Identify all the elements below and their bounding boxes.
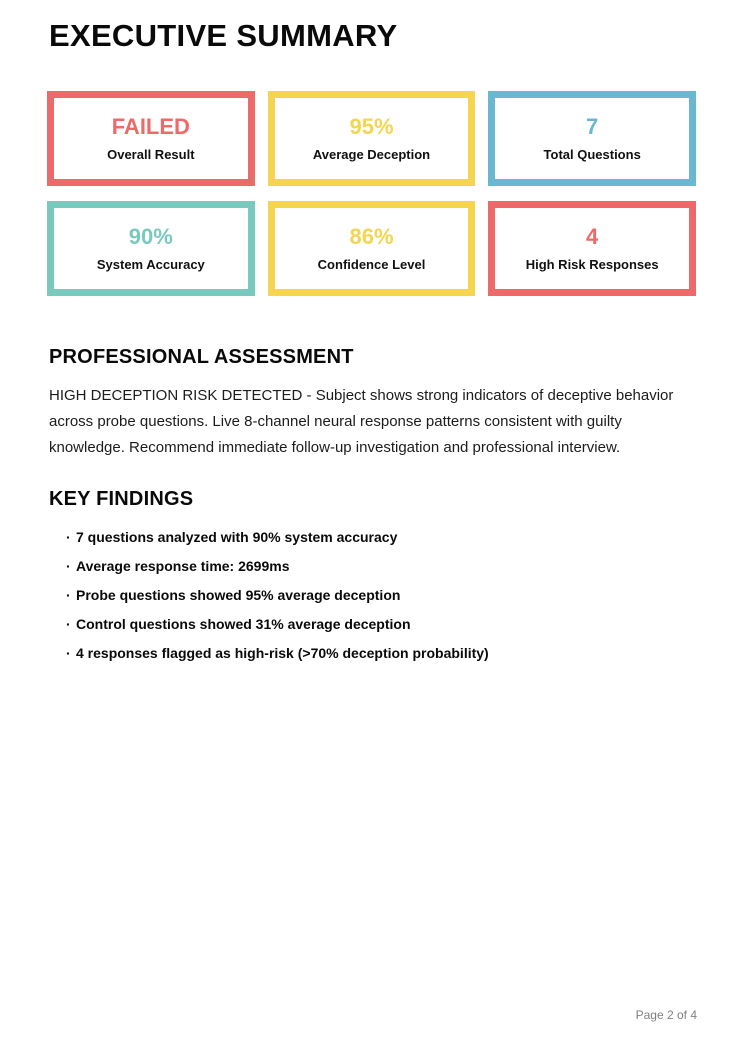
metric-card-confidence-level (268, 201, 476, 296)
professional-assessment-body: HIGH DECEPTION RISK DETECTED - Subject shows strong indicators of deceptive behavior across probe questions. Live 8-channel neural response patterns consistent with guilty knowledge. Recommend immediate follow-up investigation and professional interview. (49, 387, 674, 456)
professional-assessment-section (49, 346, 696, 461)
key-findings-heading: KEY FINDINGS (49, 488, 194, 510)
key-finding-item: · 4 responses flagged as high-risk (>70% deception probability) (49, 646, 696, 660)
metrics-grid (47, 91, 696, 296)
key-findings-list (49, 530, 696, 660)
key-finding-item: · Probe questions showed 95% average deception (49, 588, 696, 602)
metric-label: High Risk Responses (525, 257, 659, 272)
metric-value: FAILED (111, 114, 190, 139)
metric-label: System Accuracy (96, 257, 205, 272)
metric-card-overall-result (47, 91, 255, 186)
page-title: EXECUTIVE SUMMARY (49, 18, 398, 53)
page-number: Page 2 of 4 (635, 1008, 697, 1022)
metric-label: Overall Result (107, 147, 195, 162)
metric-label: Average Deception (312, 147, 431, 162)
key-finding-item: · Average response time: 2699ms (49, 559, 696, 573)
metric-value: 4 (586, 224, 599, 249)
metric-card-total-questions (488, 91, 696, 186)
metric-label: Total Questions (543, 147, 641, 162)
metric-value: 90% (128, 224, 173, 249)
metric-card-average-deception (268, 91, 476, 186)
metric-card-high-risk-responses (488, 201, 696, 296)
metric-label: Confidence Level (317, 257, 426, 272)
metric-value: 86% (349, 224, 394, 249)
metric-card-system-accuracy (47, 201, 255, 296)
professional-assessment-heading: PROFESSIONAL ASSESSMENT (49, 346, 354, 368)
key-findings-section (49, 488, 696, 660)
key-finding-item: · 7 questions analyzed with 90% system accuracy (49, 530, 696, 544)
metric-value: 7 (586, 114, 599, 139)
key-finding-item: · Control questions showed 31% average deception (49, 617, 696, 631)
metric-value: 95% (349, 114, 394, 139)
